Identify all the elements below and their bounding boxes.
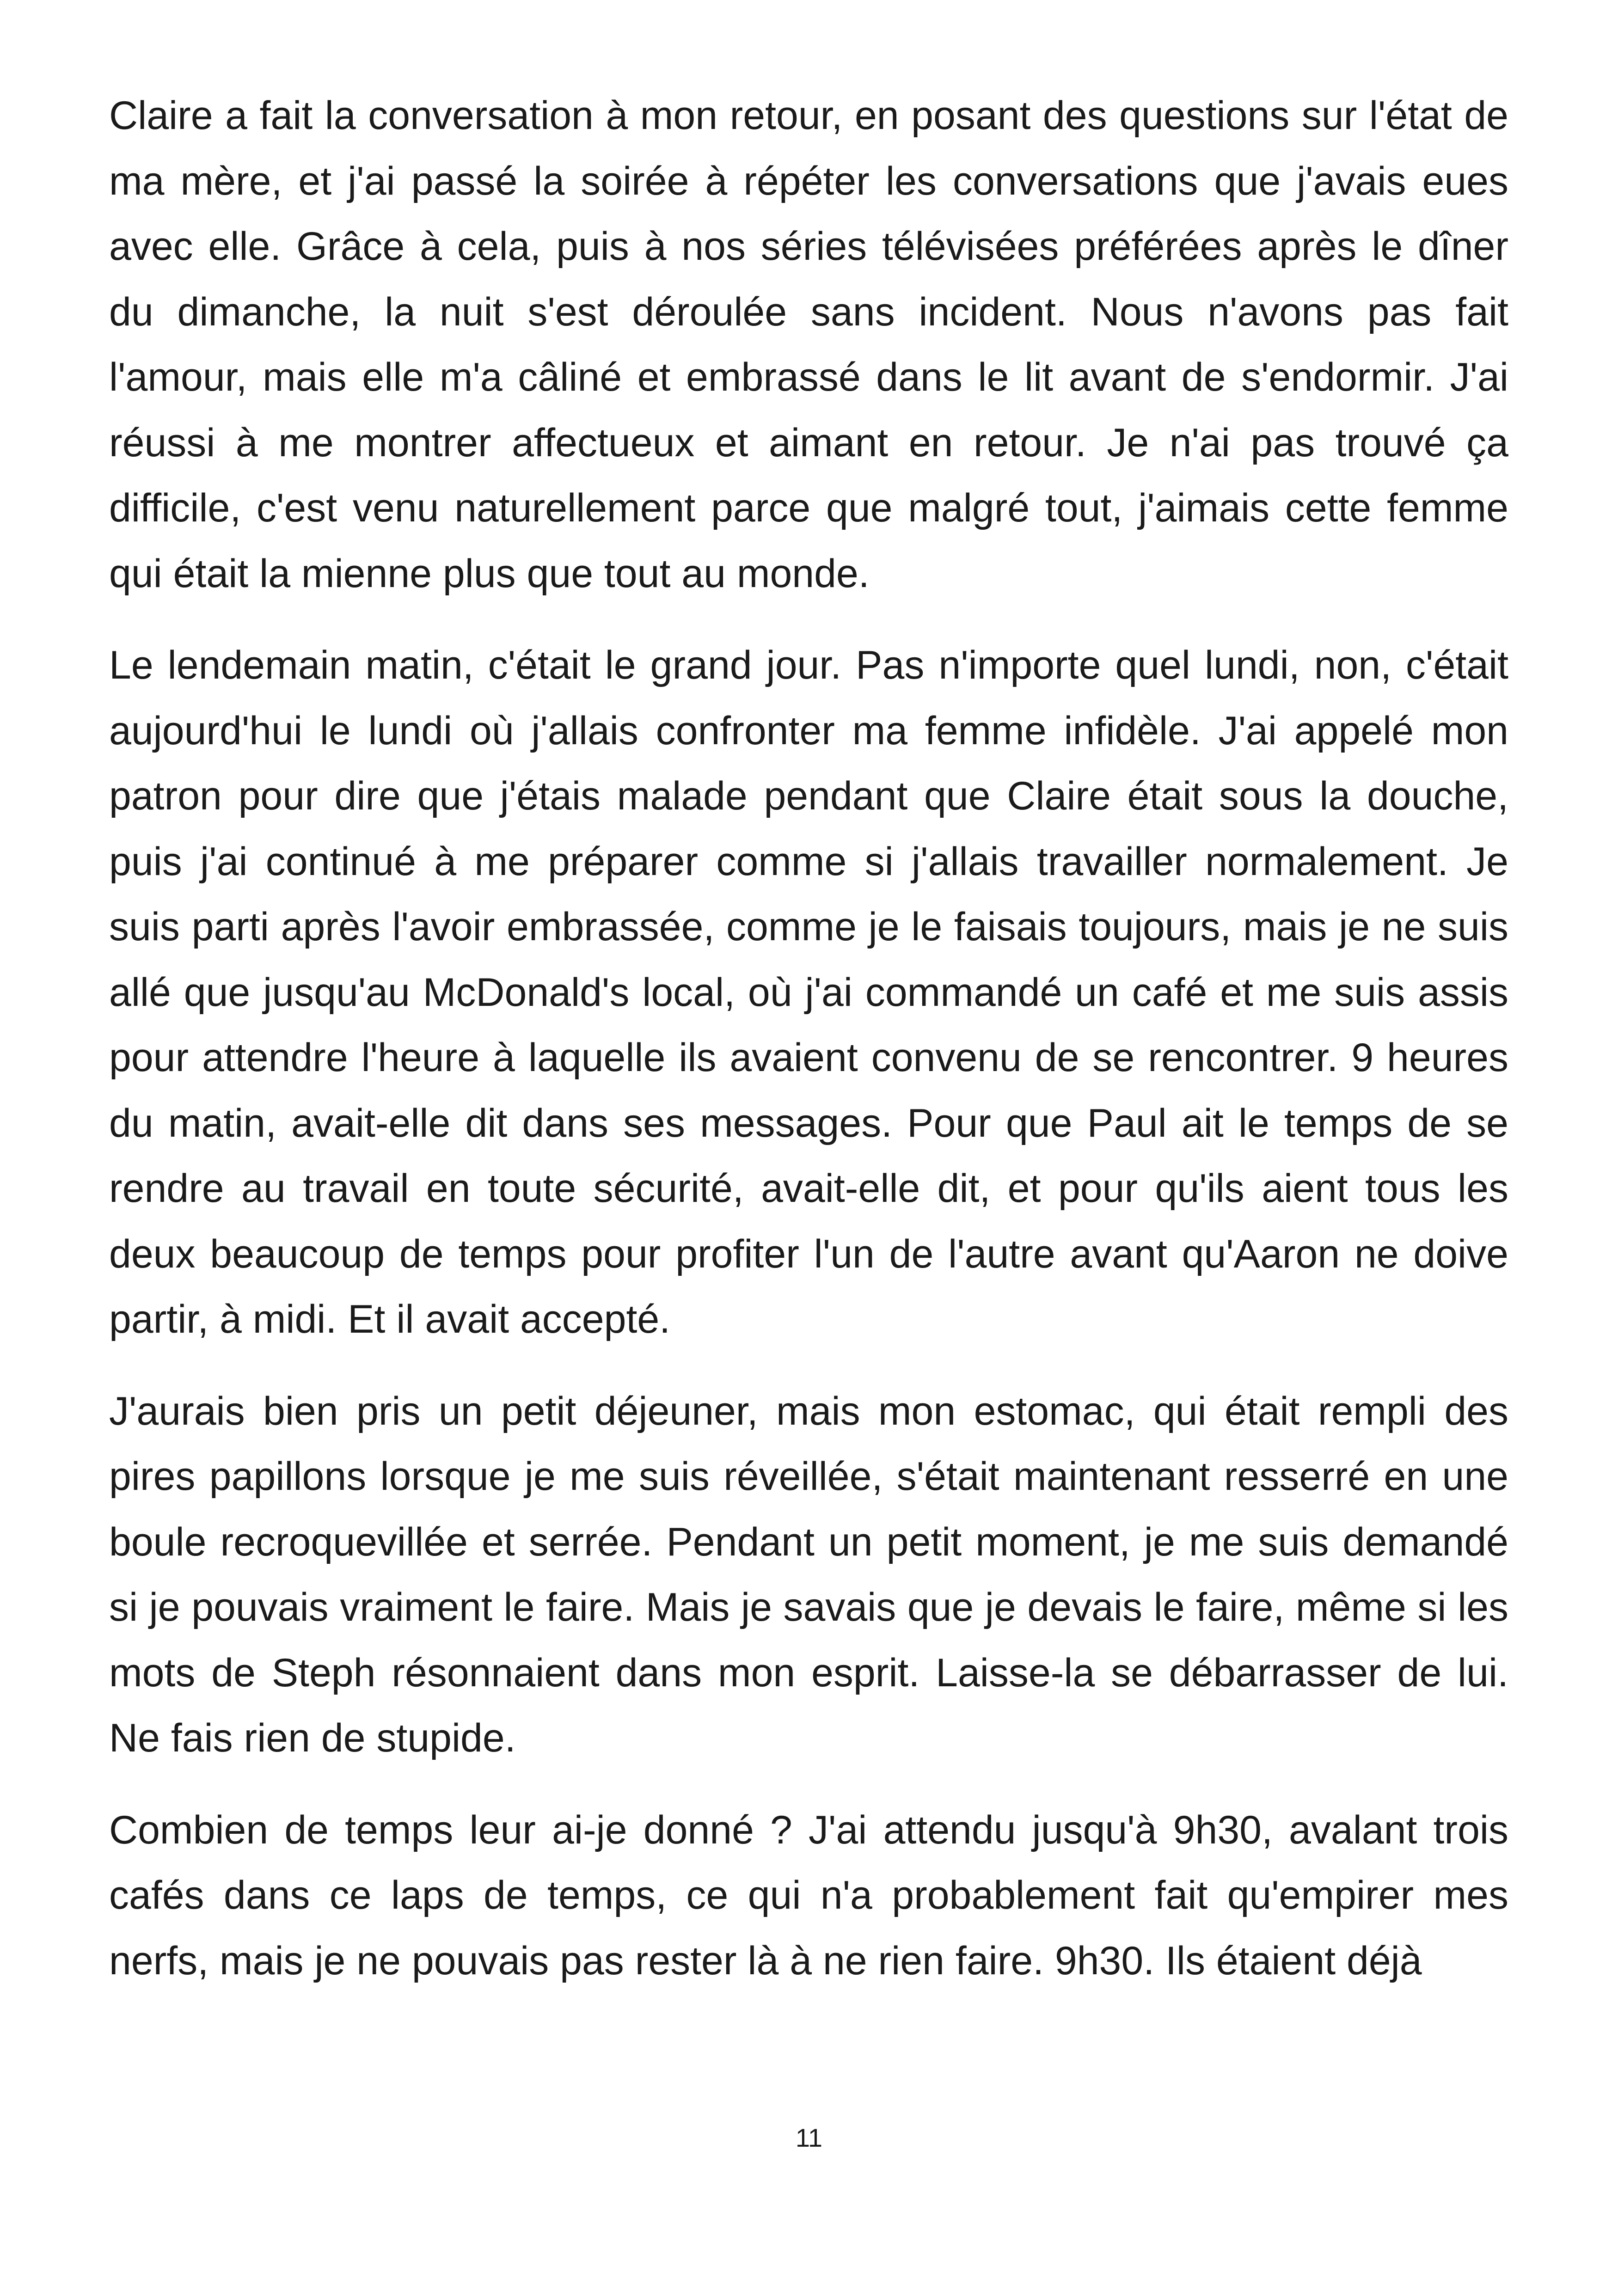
body-text	[109, 83, 1508, 1994]
paragraph-3: J'aurais bien pris un petit déjeuner, mais mon estomac, qui était rempli des pires papillons lorsque je me suis réveillée, s'était maintenant resserré en une boule recroquevillée et serrée. Pendant un petit moment, je me suis demandé si je pouvais vraiment le faire. Mais je savais que je devais le faire, même si les mots de Steph résonnaient dans mon esprit. Laisse-la se débarrasser de lui. Ne fais rien de stupide.	[109, 1389, 1508, 1760]
paragraph-2: Le lendemain matin, c'était le grand jour. Pas n'importe quel lundi, non, c'était aujourd'hui le lundi où j'allais confronter ma femme infidèle. J'ai appelé mon patron pour dire que j'étais malade pendant que Claire était sous la douche, puis j'ai continué à me préparer comme si j'allais travailler normalement. Je suis parti après l'avoir embrassée, comme je le faisais toujours, mais je ne suis allé que jusqu'au McDonald's local, où j'ai commandé un café et me suis assis pour attendre l'heure à laquelle ils avaient convenu de se rencontrer. 9 heures du matin, avait-elle dit dans ses messages. Pour que Paul ait le temps de se rendre au travail en toute sécurité, avait-elle dit, et pour qu'ils aient tous les deux beaucoup de temps pour profiter l'un de l'autre avant qu'Aaron ne doive partir, à midi. Et il avait accepté.	[109, 643, 1508, 1341]
paragraph-1: Claire a fait la conversation à mon retour, en posant des questions sur l'état de ma mère, et j'ai passé la soirée à répéter les conversations que j'avais eues avec elle. Grâce à cela, puis à nos séries télévisées préférées après le dîner du dimanche, la nuit s'est déroulée sans incident. Nous n'avons pas fait l'amour, mais elle m'a câliné et embrassé dans le lit avant de s'endormir. J'ai réussi à me montrer affectueux et aimant en retour. Je n'ai pas trouvé ça difficile, c'est venu naturellement parce que malgré tout, j'aimais cette femme qui était la mienne plus que tout au monde.	[109, 93, 1508, 596]
paragraph-4: Combien de temps leur ai-je donné ? J'ai attendu jusqu'à 9h30, avalant trois cafés dans ce laps de temps, ce qui n'a probablement fait qu'empirer mes nerfs, mais je ne pouvais pas rester là à ne rien faire. 9h30. Ils étaient déjà	[109, 1807, 1508, 1983]
page-number: 11	[795, 2123, 823, 2152]
